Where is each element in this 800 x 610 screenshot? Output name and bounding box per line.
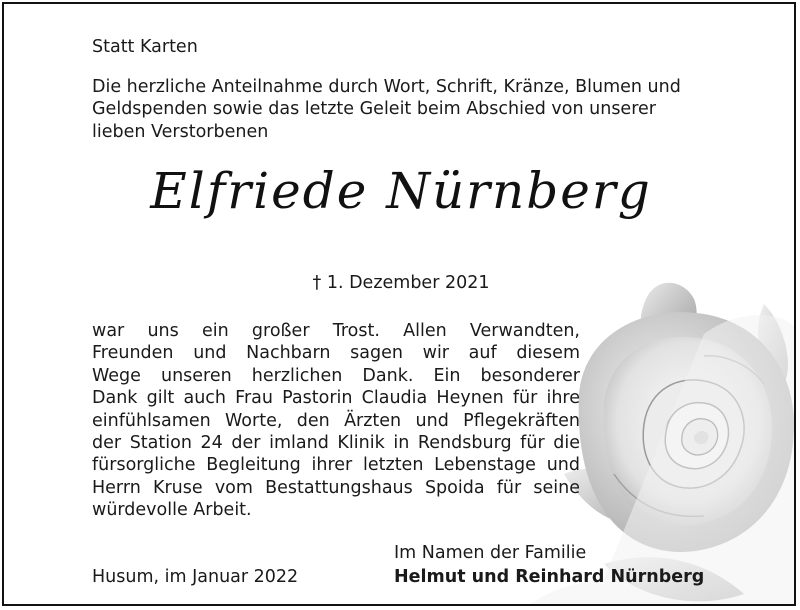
deceased-name: Elfriede Nürnberg (150, 162, 652, 220)
body-line: Wege unseren herzlichen Dank. Ein besonderer (92, 365, 580, 386)
family-intro: Im Namen der Familie (394, 543, 587, 563)
body-line: Herrn Kruse vom Bestattungshaus Spoida für seine (92, 477, 580, 498)
body-text (92, 320, 580, 522)
intro-line: Geldspenden sowie das letzte Geleit beim Abschied von unserer (92, 99, 656, 120)
intro-line: Die herzliche Anteilnahme durch Wort, Schrift, Kränze, Blumen und (92, 77, 681, 97)
intro-line: lieben Verstorbenen (92, 121, 269, 142)
death-date: † 1. Dezember 2021 (312, 273, 490, 293)
body-line: würdevolle Arbeit. (92, 500, 252, 521)
body-line: einfühlsamen Worte, den Ärzten und Pflegekräften (92, 410, 580, 431)
body-line: Dank gilt auch Frau Pastorin Claudia Heynen für ihre (92, 388, 580, 409)
intro-text (92, 76, 681, 143)
body-line: der Station 24 der imland Klinik in Rendsburg für die (92, 433, 580, 454)
obituary-card (2, 2, 796, 606)
body-line: fürsorgliche Begleitung ihrer letzten Lebenstage und (92, 455, 580, 476)
place-date: Husum, im Januar 2022 (92, 567, 299, 587)
family-names: Helmut und Reinhard Nürnberg (394, 567, 705, 587)
header-statt-karten: Statt Karten (92, 37, 198, 57)
body-line: Freunden und Nachbarn sagen wir auf diesem (92, 343, 580, 364)
body-line: war uns ein großer Trost. Allen Verwandten, (92, 321, 580, 341)
